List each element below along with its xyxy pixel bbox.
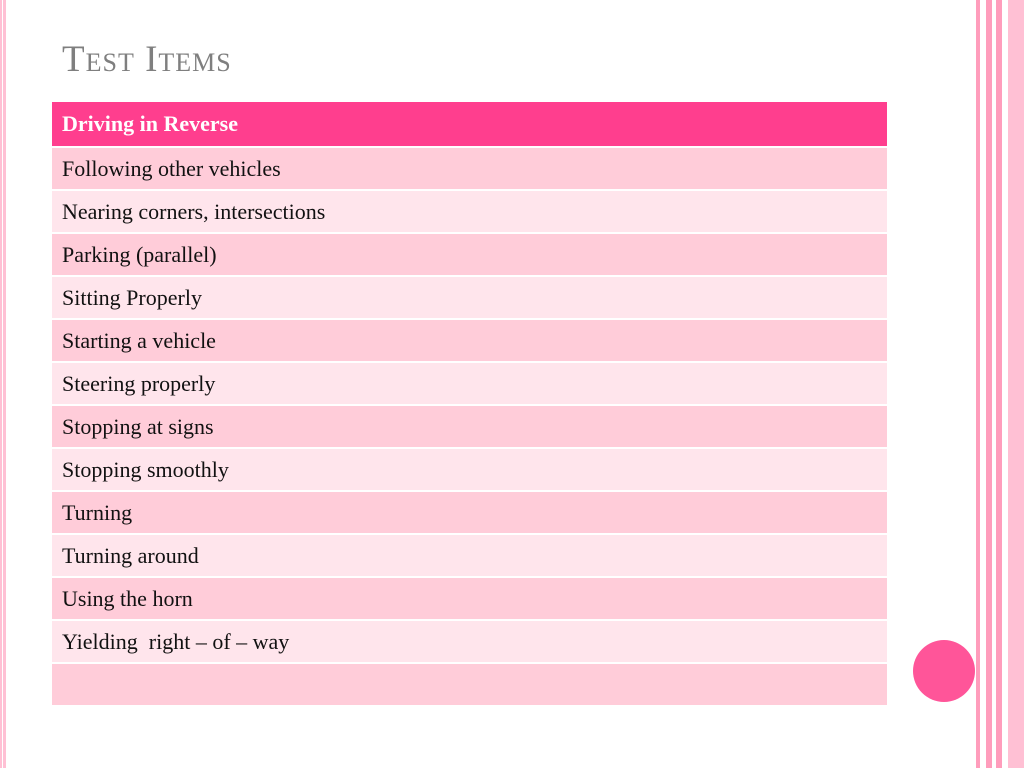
table-cell: Turning <box>52 491 887 534</box>
right-border-stripe-2 <box>986 0 992 768</box>
table-row <box>52 448 887 491</box>
table-cell <box>52 663 887 706</box>
table-cell: Starting a vehicle <box>52 319 887 362</box>
table-cell: Yielding right – of – way <box>52 620 887 663</box>
test-items-table-wrapper <box>52 102 887 707</box>
right-border-stripe-1 <box>976 0 980 768</box>
table-row <box>52 362 887 405</box>
left-border-stripe-inner <box>3 0 6 768</box>
table-row <box>52 663 887 706</box>
right-border-stripe-4 <box>1008 0 1024 768</box>
table-cell: Stopping smoothly <box>52 448 887 491</box>
table-cell: Using the horn <box>52 577 887 620</box>
left-border-stripe-outer <box>0 0 2 768</box>
table-cell: Stopping at signs <box>52 405 887 448</box>
table-row <box>52 233 887 276</box>
right-border-stripe-3 <box>996 0 1002 768</box>
table-row <box>52 491 887 534</box>
table-row <box>52 147 887 190</box>
table-row <box>52 534 887 577</box>
table-cell: Nearing corners, intersections <box>52 190 887 233</box>
test-items-table <box>52 102 887 707</box>
left-border-decoration <box>0 0 6 768</box>
table-row <box>52 190 887 233</box>
table-row <box>52 276 887 319</box>
accent-circle <box>913 640 975 702</box>
table-header-cell: Driving in Reverse <box>52 102 887 147</box>
slide-title: Test Items <box>62 39 232 80</box>
table-cell: Parking (parallel) <box>52 233 887 276</box>
table-row <box>52 577 887 620</box>
table-row <box>52 620 887 663</box>
table-header-row <box>52 102 887 147</box>
right-border-decoration <box>976 0 1024 768</box>
table-row <box>52 319 887 362</box>
table-cell: Steering properly <box>52 362 887 405</box>
table-cell: Turning around <box>52 534 887 577</box>
table-cell: Following other vehicles <box>52 147 887 190</box>
table-cell: Sitting Properly <box>52 276 887 319</box>
table-row <box>52 405 887 448</box>
